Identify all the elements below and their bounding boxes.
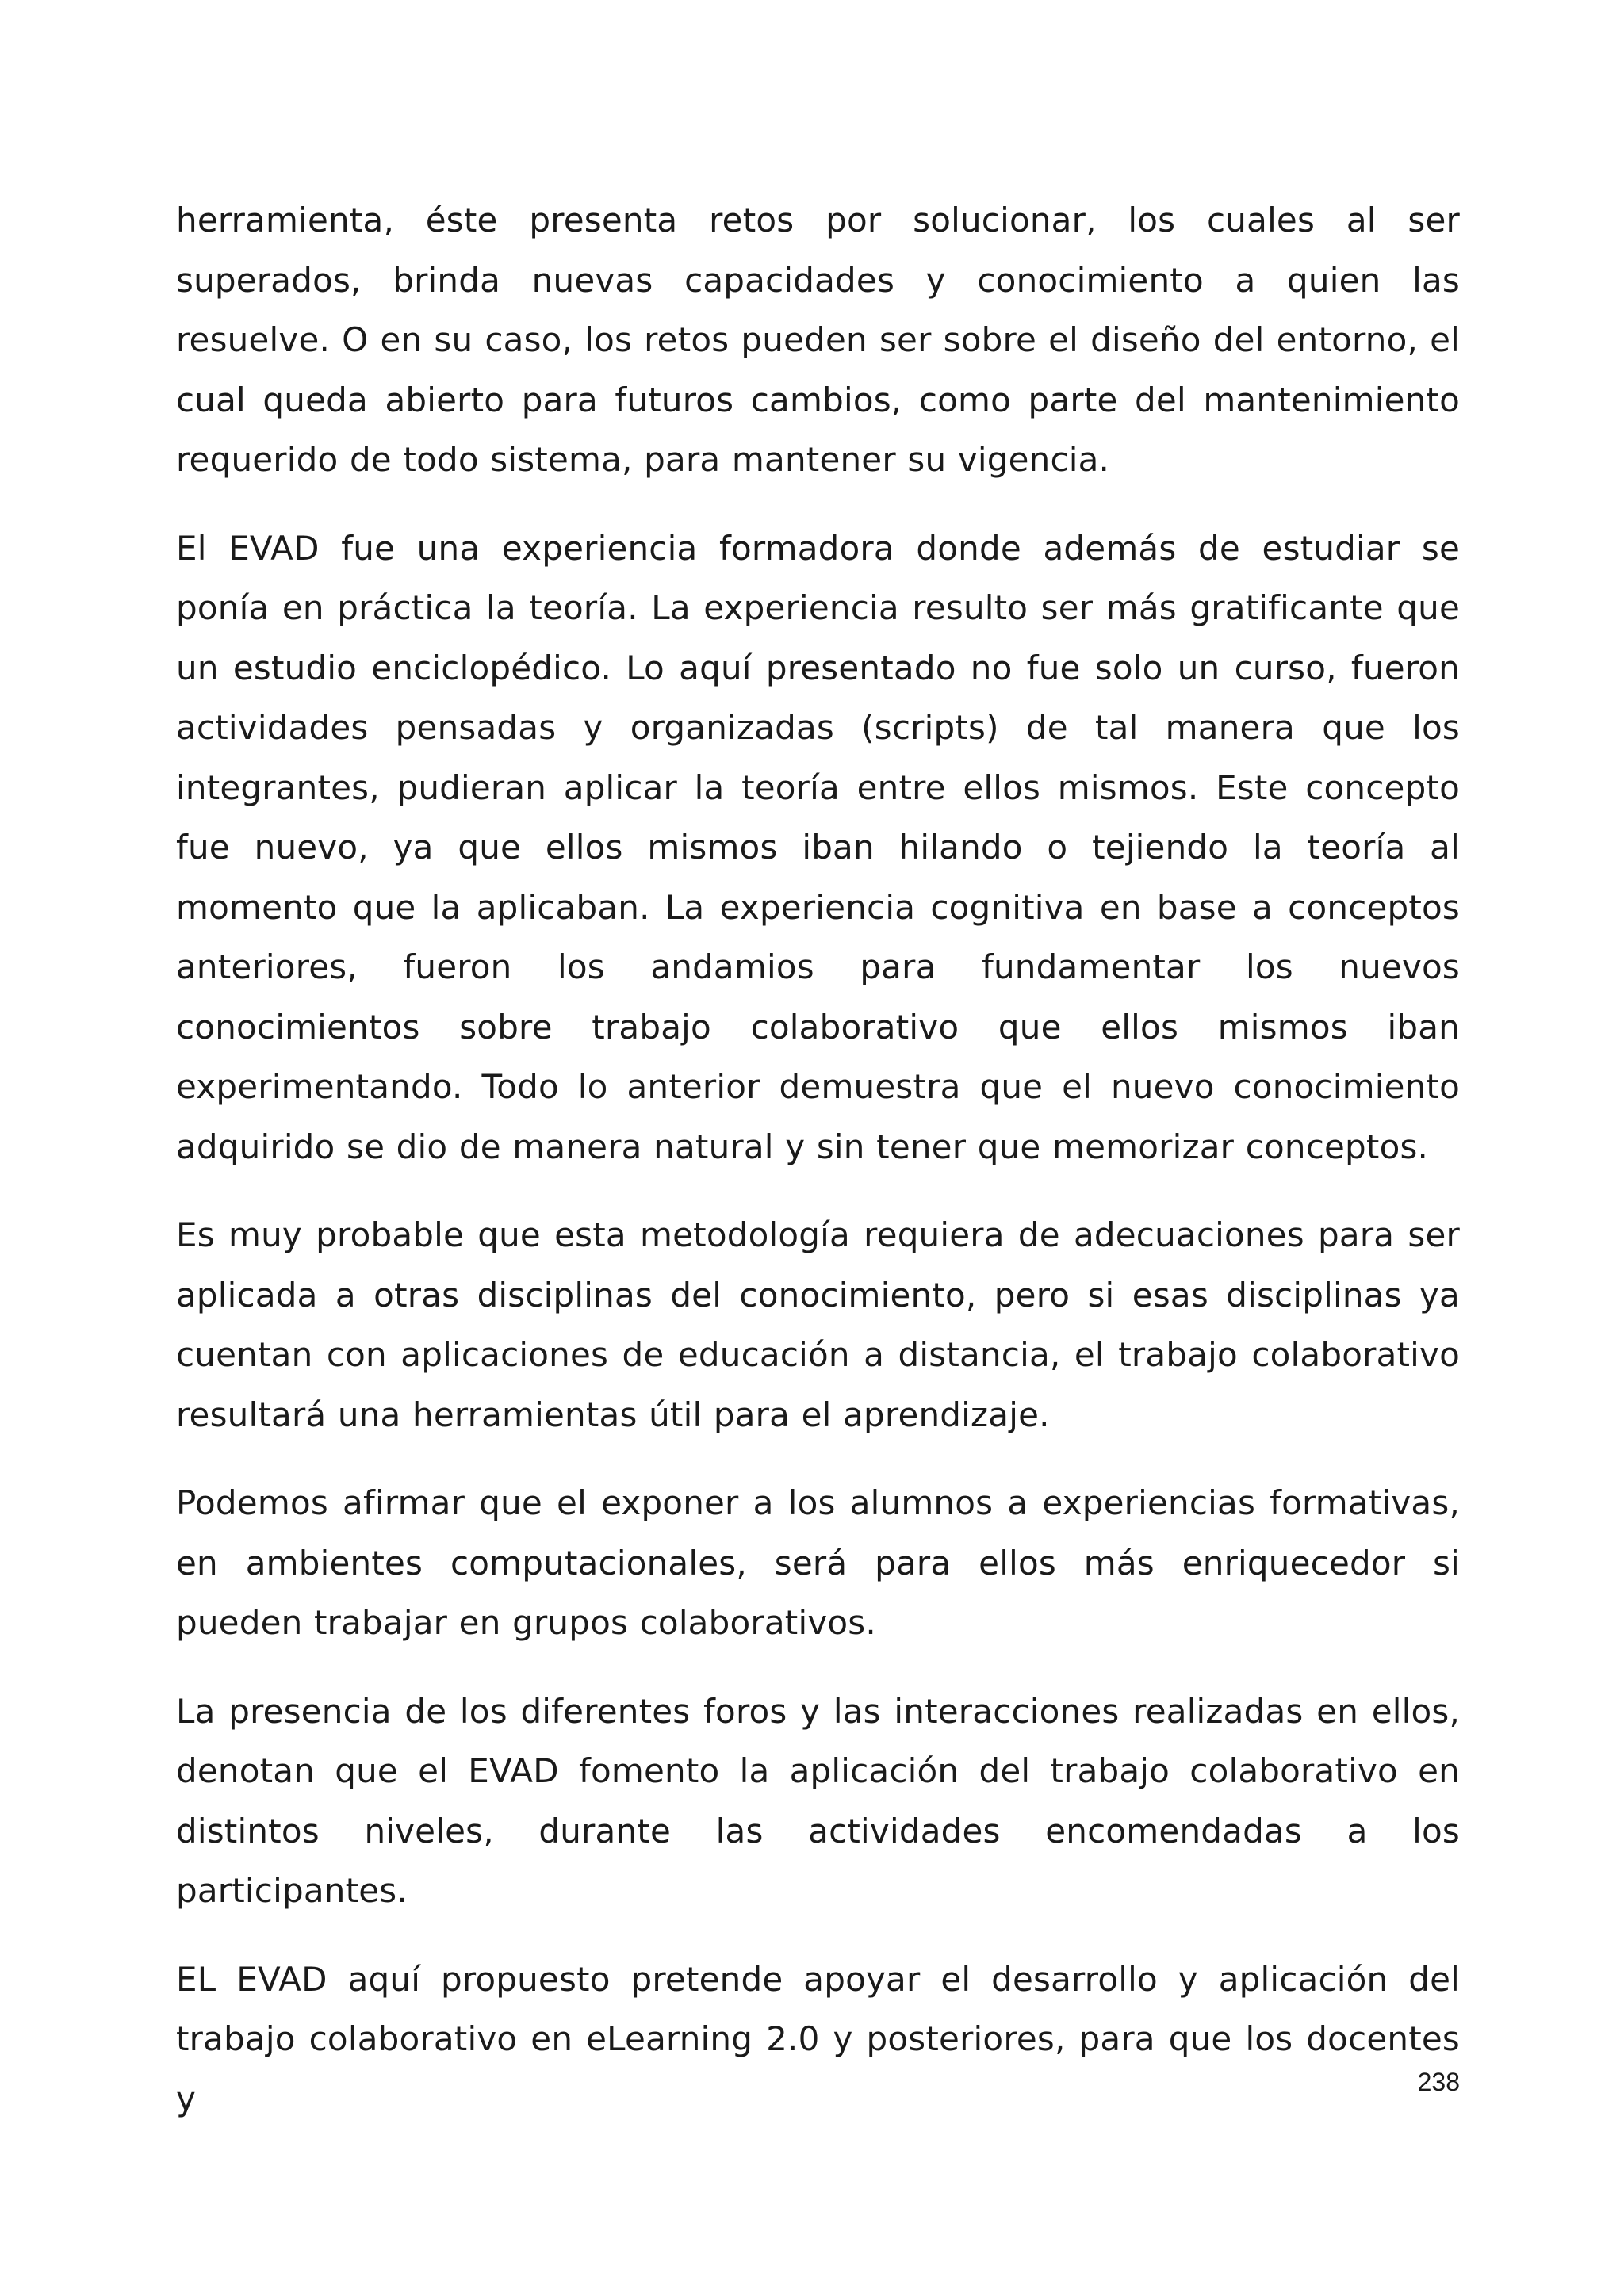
page-number: 238 (1417, 2068, 1460, 2096)
paragraph-evad-experience: El EVAD fue una experiencia formadora donde además de estudiar se ponía en práctica la teoría. La experiencia resulto ser más gratificante que un estudio enciclopédico. Lo aquí presentado no fue solo un curso, fueron actividades pensadas y organizadas (scripts) de tal manera que los integrantes, pudieran aplicar la teoría entre ellos mismos. Este concepto fue nuevo, ya que ellos mismos iban hilando o tejiendo la teoría al momento que la aplicaban. La experiencia cognitiva en base a conceptos anteriores, fueron los andamios para fundamentar los nuevos conocimientos sobre trabajo colaborativo que ellos mismos iban experimentando. Todo lo anterior demuestra que el nuevo conocimiento adquirido se dio de manera natural y sin tener que memorizar conceptos. (176, 528, 1460, 1166)
paragraph-computational-environments: Podemos afirmar que el exponer a los alumnos a experiencias formativas, en ambientes computacionales, será para ellos más enriquecedor si pueden trabajar en grupos colaborativos. (176, 1483, 1460, 1642)
paragraph-continuation: herramienta, éste presenta retos por solucionar, los cuales al ser superados, brinda nuevas capacidades y conocimiento a quien las resuelve. O en su caso, los retos pueden ser sobre el diseño del entorno, el cual queda abierto para futuros cambios, como parte del mantenimiento requerido de todo sistema, para mantener su vigencia. (176, 201, 1460, 479)
body-text (176, 190, 1460, 2157)
paragraph-forums: La presencia de los diferentes foros y las interacciones realizadas en ellos, denotan que el EVAD fomento la aplicación del trabajo colaborativo en distintos niveles, durante las actividades encomendadas a los participantes. (176, 1691, 1460, 1910)
paragraph-evad-proposal: EL EVAD aquí propuesto pretende apoyar el desarrollo y aplicación del trabajo colaborativo en eLearning 2.0 y posteriores, para que los docentes y (176, 1959, 1460, 2118)
paragraph-methodology: Es muy probable que esta metodología requiera de adecuaciones para ser aplicada a otras disciplinas del conocimiento, pero si esas disciplinas ya cuentan con aplicaciones de educación a distancia, el trabajo colaborativo resultará una herramientas útil para el aprendizaje. (176, 1215, 1460, 1434)
